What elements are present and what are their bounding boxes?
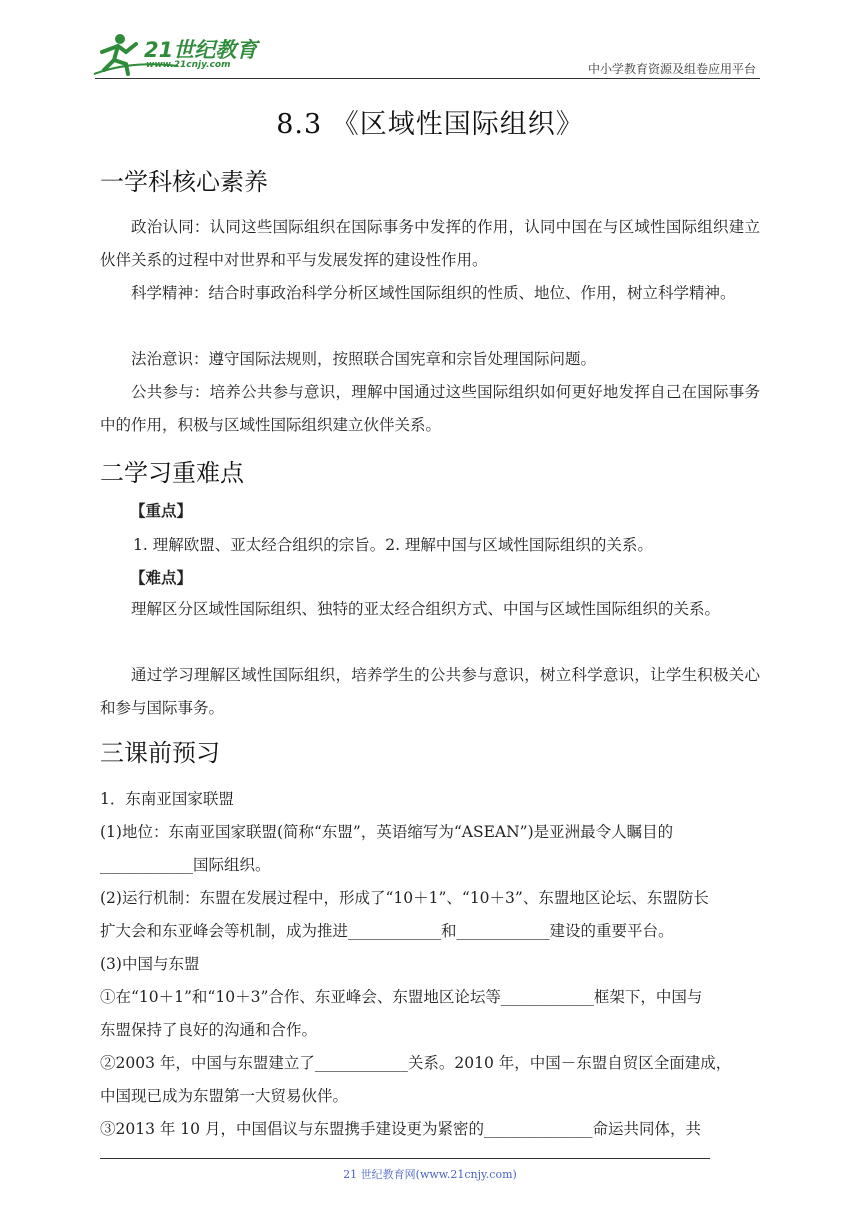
page-header	[0, 0, 860, 80]
header-divider	[95, 78, 760, 79]
section-heading-core: 一学科核心素养	[100, 168, 268, 196]
preview-china-asean: (3)中国与东盟	[100, 955, 200, 973]
logo-url: www.21cnjy.com	[146, 60, 231, 70]
preview-mechanism-line1: (2)运行机制：东盟在发展过程中，形成了“10＋1”、“10＋3”、东盟地区论坛、东盟防长	[100, 889, 709, 907]
preview-item-asean: 1．东南亚国家联盟	[100, 790, 234, 808]
paragraph-participation: 公共参与：培养公共参与意识，理解中国通过这些国际组织如何更好地发挥自己在国际事务中的作用，积极与区域性国际组织建立伙伴关系。	[100, 383, 760, 434]
difficult-label: 【难点】	[130, 568, 193, 587]
difficult-text-2: 通过学习理解区域性国际组织，培养学生的公共参与意识，树立科学意识，让学生积极关心和参与国际事务。	[100, 666, 760, 717]
key-label: 【重点】	[130, 501, 193, 520]
paragraph-political: 政治认同：认同这些国际组织在国际事务中发挥的作用，认同中国在与区域性国际组织建立伙伴关系的过程中对世界和平与发展发挥的建设性作用。	[100, 218, 760, 269]
footer-divider	[100, 1158, 710, 1159]
page-title: 8.3 《区域性国际组织》	[276, 109, 584, 140]
preview-cooperation-line2: 东盟保持了良好的沟通和合作。	[100, 1021, 318, 1039]
paragraph-science: 科学精神：结合时事政治科学分析区域性国际组织的性质、地位、作用，树立科学精神。	[131, 284, 736, 302]
preview-status-line1: (1)地位：东南亚国家联盟(简称“东盟”，英语缩写为“ASEAN”)是亚洲最令人瞩目的	[100, 823, 674, 841]
paragraph-law: 法治意识：遵守国际法规则，按照联合国宪章和宗旨处理国际问题。	[131, 350, 597, 368]
logo-text: 21世纪教育	[144, 38, 258, 62]
platform-name: 中小学教育资源及组卷应用平台	[587, 62, 756, 76]
preview-2003-line1: ②2003 年，中国与东盟建立了____________关系。2010 年，中国－东盟自贸区全面建成，	[100, 1054, 732, 1072]
section-heading-preview: 三课前预习	[100, 739, 220, 767]
preview-2003-line2: 中国现已成为东盟第一大贸易伙伴。	[100, 1087, 349, 1105]
footer-link[interactable]: 21 世纪教育网(www.21cnjy.com)	[343, 1168, 517, 1181]
section-heading-key: 二学习重难点	[100, 459, 244, 487]
preview-status-line2: ____________国际组织。	[100, 856, 271, 874]
key-text: 1. 理解欧盟、亚太经合组织的宗旨。2. 理解中国与区域性国际组织的关系。	[133, 536, 653, 554]
preview-2013-line1: ③2013 年 10 月，中国倡议与东盟携手建设更为紧密的______________命运共同体，共	[100, 1120, 701, 1138]
difficult-text-1: 理解区分区域性国际组织、独特的亚太经合组织方式、中国与区域性国际组织的关系。	[131, 600, 721, 618]
site-logo[interactable]	[92, 30, 262, 80]
preview-cooperation-line1: ①在“10＋1”和“10＋3”合作、东亚峰会、东盟地区论坛等____________框架下，中国与	[100, 988, 703, 1006]
preview-mechanism-line2: 扩大会和东亚峰会等机制，成为推进____________和____________建设的重要平台。	[100, 922, 674, 940]
